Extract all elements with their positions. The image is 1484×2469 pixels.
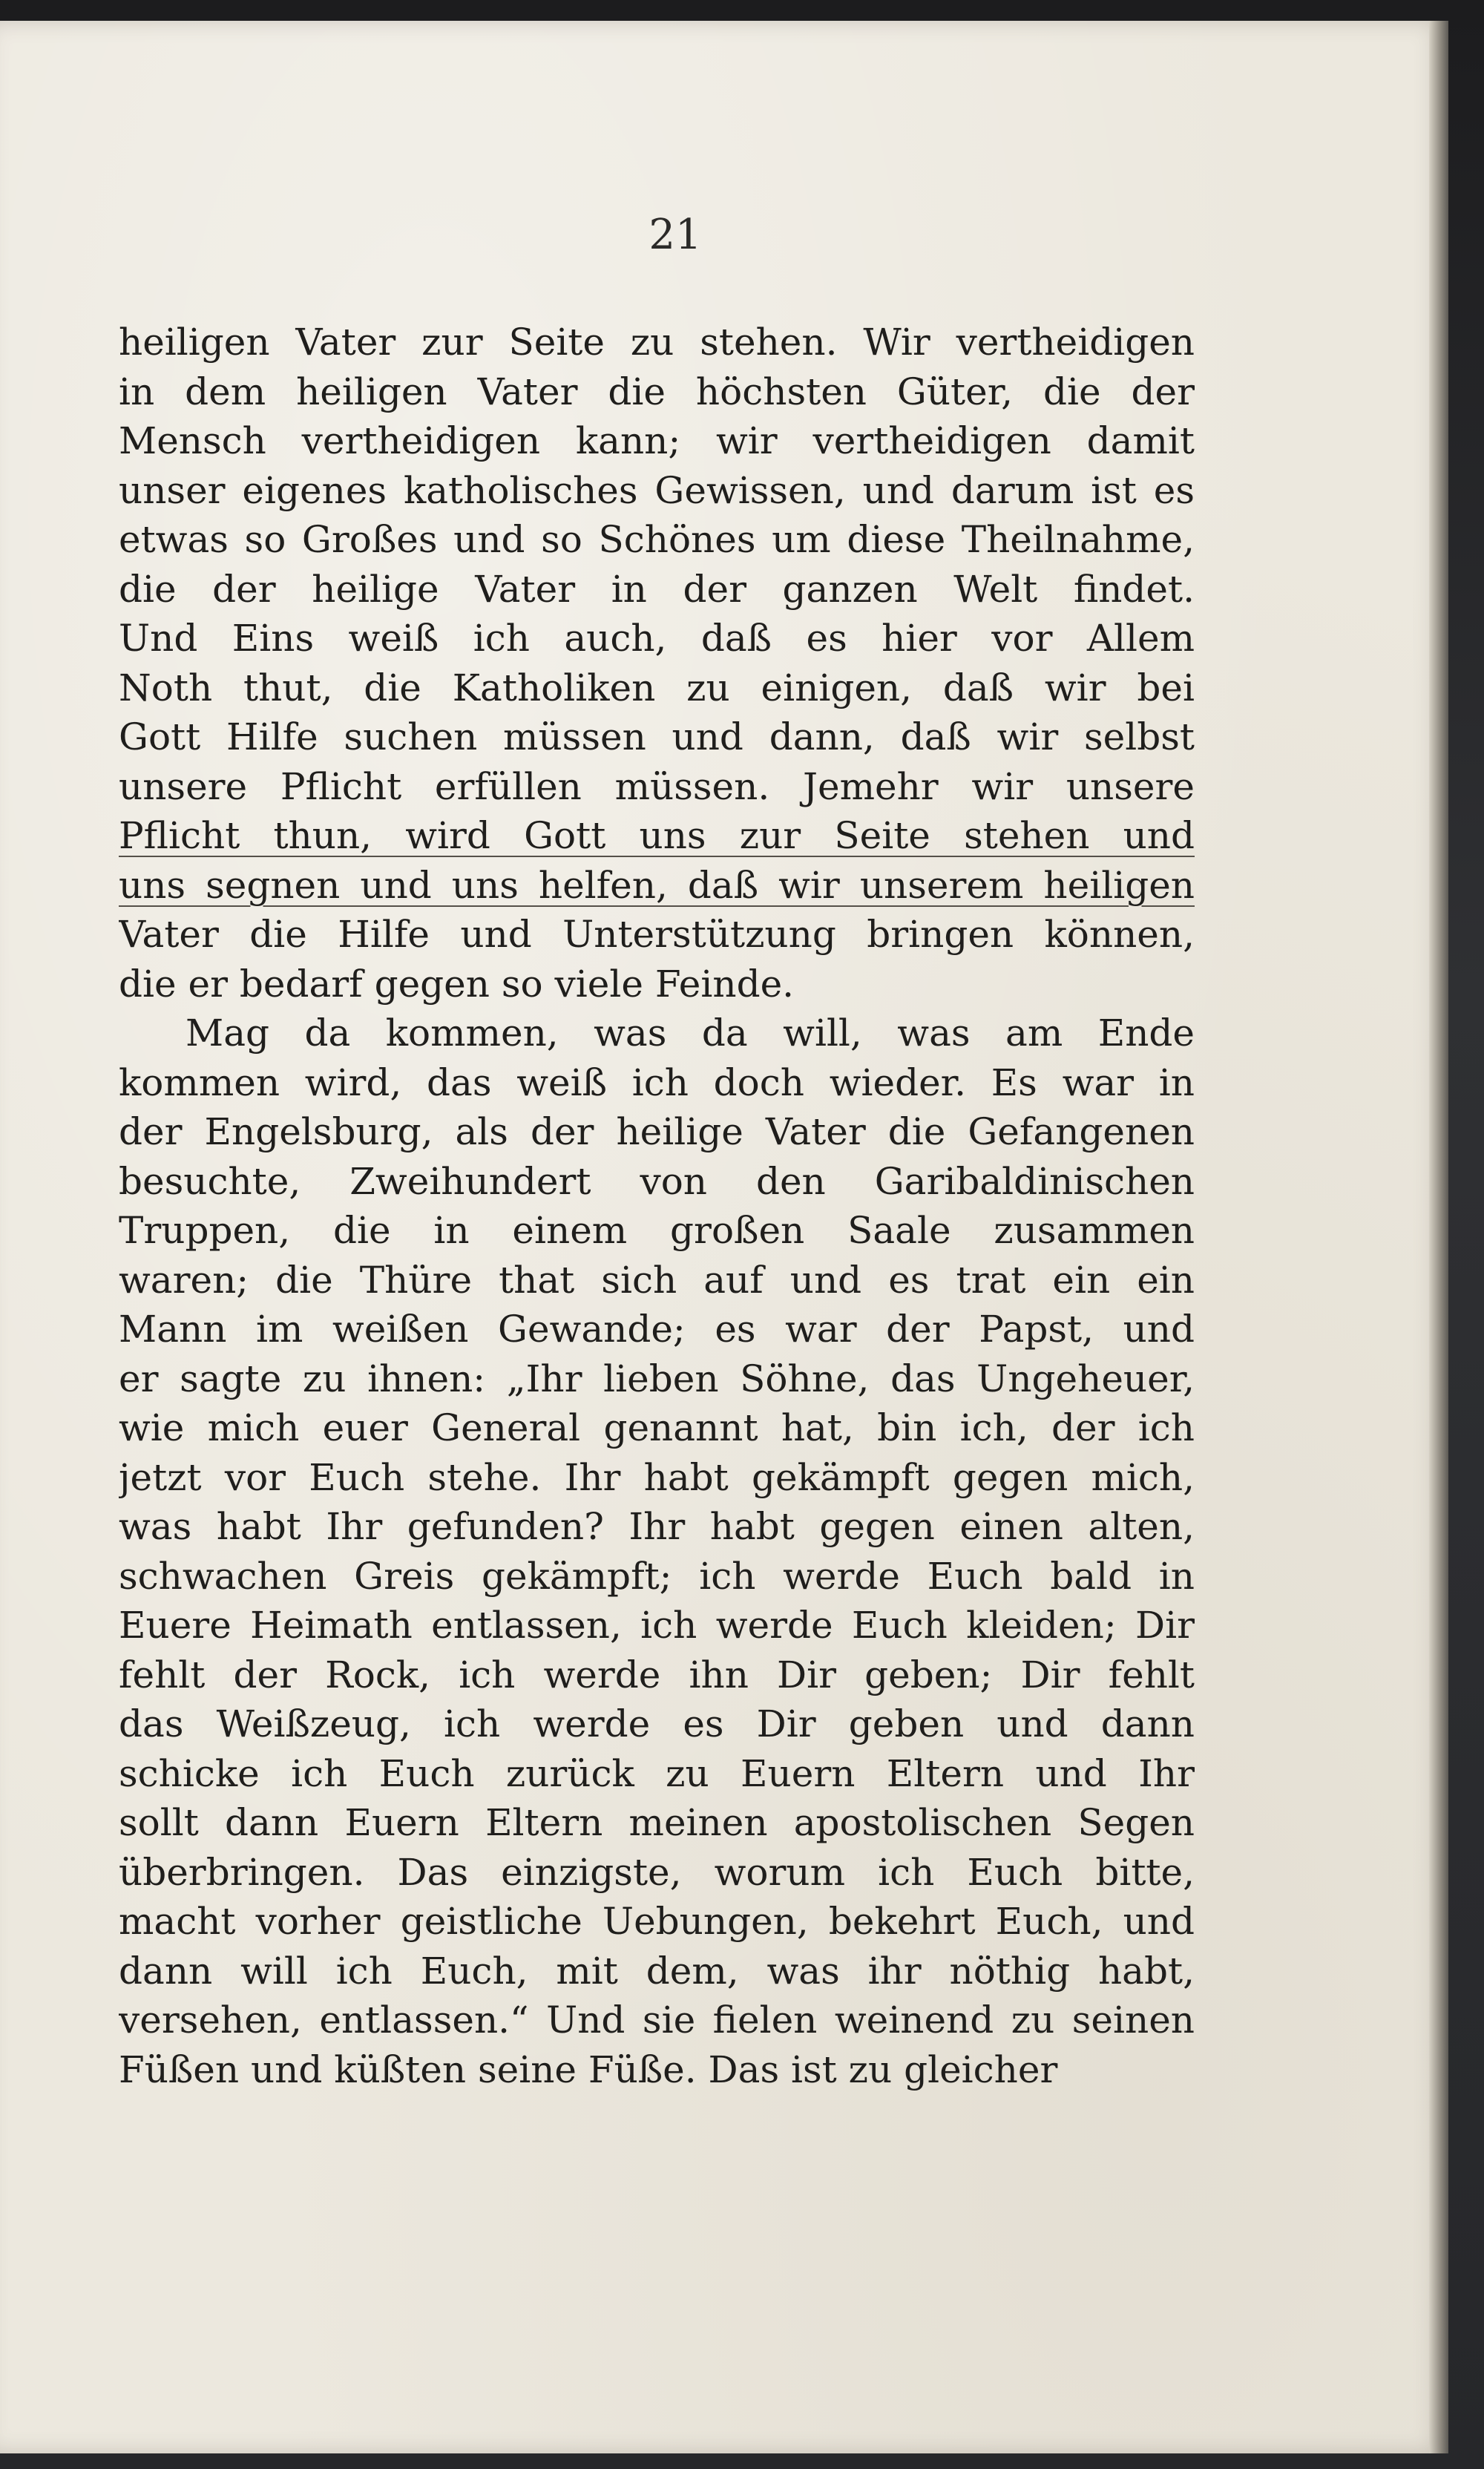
text-line: Füßen und küßten seine Füße. Das ist zu gleicher [119,2047,1058,2091]
text-line: sollt dann Euern Eltern meinen apostolischen Segen [119,1801,1195,1844]
text-line: dann will ich Euch, mit dem, was ihr nöthig habt, [119,1949,1195,1993]
text-line: waren; die Thüre that sich auf und es trat ein ein [119,1258,1195,1302]
text-line: überbringen. Das einzigste, worum ich Euch bitte, [119,1850,1195,1894]
text-line: unser eigenes katholisches Gewissen, und darum ist es [119,468,1195,512]
text-line: jetzt vor Euch stehe. Ihr habt gekämpft gegen mich, [119,1455,1195,1499]
text-line: er sagte zu ihnen: „Ihr lieben Söhne, das Ungeheuer, [119,1357,1195,1400]
paragraph-1 [119,318,1195,1009]
text-line: der Engelsburg, als der heilige Vater die Gefangenen [119,1110,1195,1153]
text-line: besuchte, Zweihundert von den Garibaldinischen [119,1159,1195,1203]
text-line: heiligen Vater zur Seite zu stehen. Wir vertheidigen [119,321,1195,364]
text-line: Gott Hilfe suchen müssen und dann, daß wir selbst [119,715,1195,758]
text-line: schicke ich Euch zurück zu Euern Eltern und Ihr [119,1751,1195,1795]
text-line: Mag da kommen, was da will, was am Ende [186,1011,1195,1055]
text-line: die der heilige Vater in der ganzen Welt findet. [119,567,1195,611]
text-line: Vater die Hilfe und Unterstützung bringen können, [119,913,1195,956]
book-page [0,21,1448,2453]
text-line-underlined: Pflicht thun, wird Gott uns zur Seite stehen und [119,814,1195,857]
text-line: die er bedarf gegen so viele Feinde. [119,962,795,1006]
text-line: in dem heiligen Vater die höchsten Güter, die der [119,370,1195,413]
paragraph-2 [119,1009,1195,2094]
text-line: das Weißzeug, ich werde es Dir geben und dann [119,1702,1195,1745]
text-line: wie mich euer General genannt hat, bin ich, der ich [119,1406,1195,1449]
text-line: unsere Pflicht erfüllen müssen. Jemehr wir unsere [119,764,1195,808]
text-line: versehen, entlassen.“ Und sie fielen weinend zu seinen [119,1999,1195,2042]
text-line: fehlt der Rock, ich werde ihn Dir geben; Dir fehlt [119,1653,1195,1696]
text-line: Noth thut, die Katholiken zu einigen, daß wir bei [119,666,1195,709]
text-line: etwas so Großes und so Schönes um diese Theilnahme, [119,518,1195,561]
text-line: Euere Heimath entlassen, ich werde Euch kleiden; Dir [119,1604,1195,1647]
text-line: kommen wird, das weiß ich doch wieder. Es war in [119,1060,1195,1104]
text-line: schwachen Greis gekämpft; ich werde Euch bald in [119,1554,1195,1598]
text-line: was habt Ihr gefunden? Ihr habt gegen einen alten, [119,1505,1195,1548]
page-edge [1429,21,1448,2453]
text-line: Mann im weißen Gewande; es war der Papst, und [119,1308,1195,1351]
text-line-underlined: uns segnen und uns helfen, daß wir unserem heiligen [119,863,1195,907]
text-line: Mensch vertheidigen kann; wir vertheidigen damit [119,419,1195,462]
body-text [119,318,1195,2094]
page-number: 21 [649,211,702,259]
text-line: macht vorher geistliche Uebungen, bekehrt Euch, und [119,1900,1195,1943]
text-line: Truppen, die in einem großen Saale zusammen [119,1209,1195,1252]
text-line: Und Eins weiß ich auch, daß es hier vor Allem [119,617,1195,660]
